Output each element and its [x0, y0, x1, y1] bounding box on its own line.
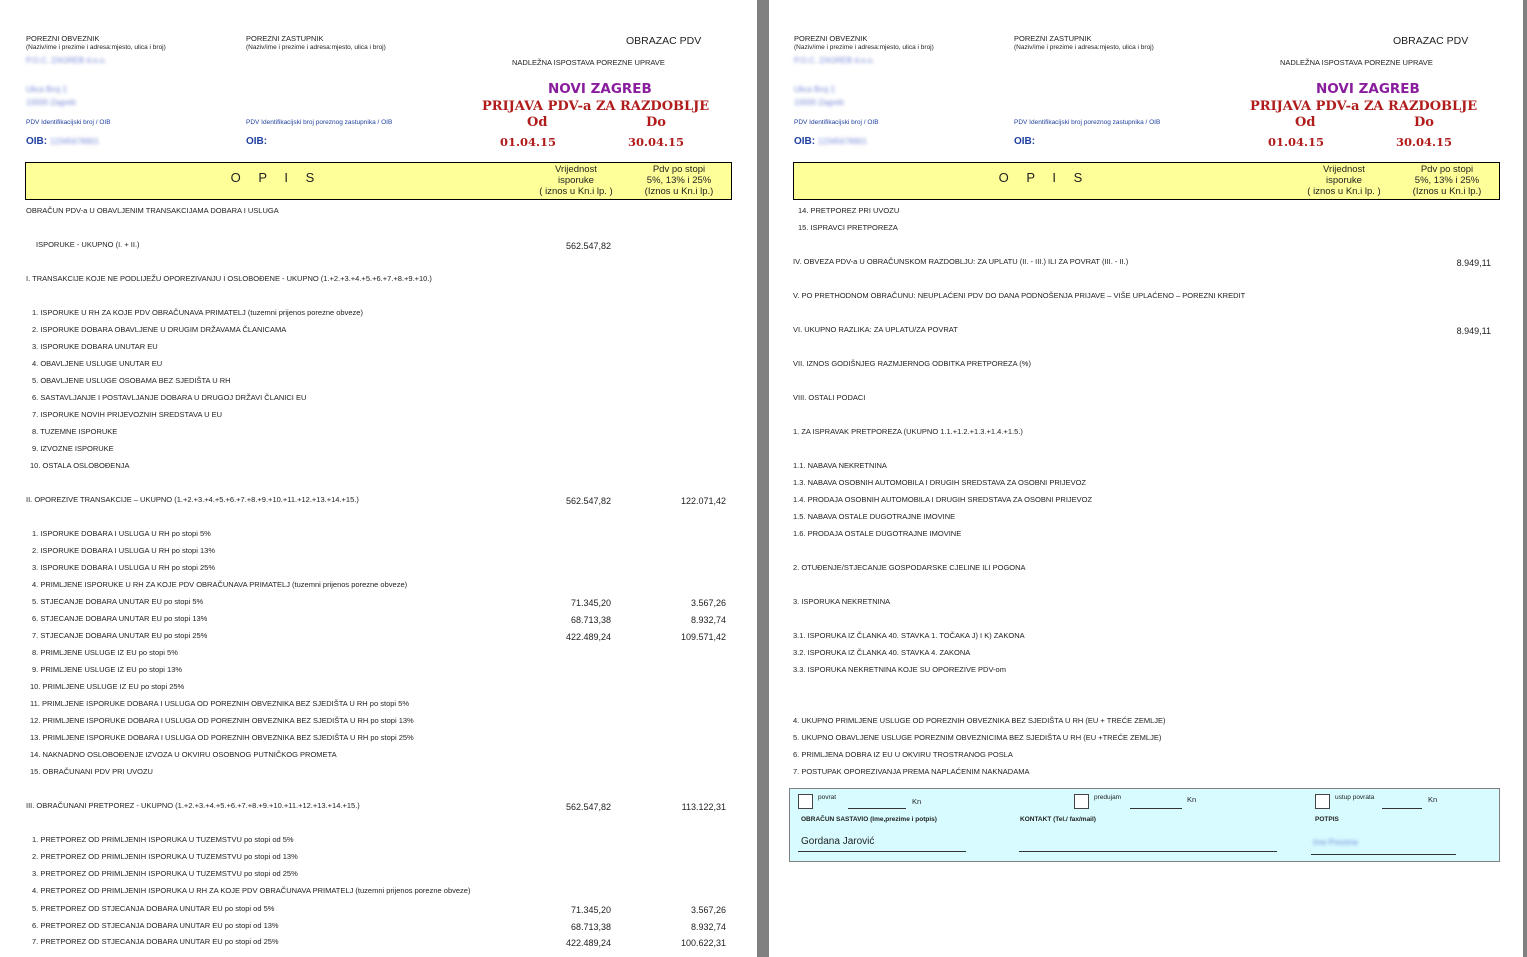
- oib-label: OIB:: [794, 136, 816, 147]
- sastavio-name: Gordana Jarović: [801, 836, 875, 847]
- potpis-label: POTPIS: [1315, 816, 1339, 823]
- table-row: 1. ISPORUKE DOBARA I USLUGA U RH po stopi 5%: [32, 529, 211, 538]
- table-row: 11. PRIMLJENE ISPORUKE DOBARA I USLUGA OD POREZNIH OBVEZNIKA BEZ SJEDIŠTA U RH po stopi 5%: [30, 699, 409, 708]
- table-row: 5. OBAVLJENE USLUGE OSOBAMA BEZ SJEDIŠTA U RH: [32, 376, 231, 385]
- table-row: 1.1. NABAVA NEKRETNINA: [793, 461, 887, 470]
- table-row: 10. OSTALA OSLOBOĐENJA: [30, 461, 130, 470]
- table-row: 7. ISPORUKE NOVIH PRIJEVOZNIH SREDSTAVA U EU: [32, 410, 223, 419]
- value-column-header: Vrijednost isporuke ( iznos u Kn.i lp. ): [1307, 164, 1381, 197]
- form-title: OBRAZAC PDV: [626, 35, 702, 47]
- rep-sublabel: (Naziv/ime i prezime i adresa:mjesto, ulica i broj): [246, 44, 386, 51]
- table-row: 8. TUZEMNE ISPORUKE: [32, 427, 118, 436]
- table-row: 9. PRIMLJENE USLUGE IZ EU po stopi 13%: [32, 665, 183, 674]
- table-row: 4. OBAVLJENE USLUGE UNUTAR EU: [32, 359, 163, 368]
- table-row: 3. ISPORUKE DOBARA I USLUGA U RH po stopi 25%: [32, 563, 215, 572]
- table-row: 2. ISPORUKE DOBARA I USLUGA U RH po stopi 13%: [32, 546, 215, 555]
- rep-oib-label: OIB:: [246, 136, 268, 147]
- to-date: 30.04.15: [628, 135, 685, 149]
- table-row: 3.3. ISPORUKA NEKRETNINA KOJE SU OPOREZIVE PDV-om: [793, 665, 1006, 674]
- to-label: Do: [1414, 115, 1434, 130]
- signature-box: [789, 788, 1500, 862]
- vat-column-header: Pdv po stopi 5%, 13% i 25% (Iznos u Kn.i lp.): [1412, 164, 1482, 197]
- table-row: 7. POSTUPAK OPOREZIVANJA PREMA NAPLAĆENIM NAKNADAMA: [793, 767, 1030, 776]
- pdv-id-label: PDV Identifikacijski broj / OIB: [26, 119, 111, 126]
- table-row: II. OPOREZIVE TRANSAKCIJE – UKUPNO (1.+2.+3.+4.+5.+6.+7.+8.+9.+10.+11.+12.+13.+14.+15.) 562.547,82 122.071,42: [26, 495, 726, 506]
- opis-header: O P I S: [998, 170, 1090, 185]
- kontakt-field[interactable]: [1019, 835, 1277, 852]
- form-page-1: [0, 0, 757, 957]
- office-label: NADLEŽNA ISPOSTAVA POREZNE UPRAVE: [1280, 58, 1433, 67]
- table-row: 14. PRETPOREZ PRI UVOZU: [798, 206, 900, 215]
- table-row: 13. PRIMLJENE ISPORUKE DOBARA I USLUGA OD POREZNIH OBVEZNIKA BEZ SJEDIŠTA U RH po stopi 25%: [30, 733, 414, 742]
- predujam-kn: Kn: [1187, 795, 1197, 804]
- office-name: NOVI ZAGREB: [548, 81, 652, 97]
- report-title: PRIJAVA PDV-a ZA RAZDOBLJE: [482, 99, 710, 114]
- taxpayer-name: P.O.C. ZAGREB d.o.o.: [794, 56, 875, 65]
- table-row: 3.2. ISPORUKA IZ ČLANKA 40. STAVKA 4. ZAKONA: [793, 648, 971, 657]
- oib-value: 12345678901: [50, 137, 99, 146]
- taxpayer-label: POREZNI OBVEZNIK: [794, 34, 868, 43]
- table-row: 2. OTUĐENJE/STJECANJE GOSPODARSKE CJELINE ILI POGONA: [793, 563, 1026, 572]
- table-row: OBRAČUN PDV-a U OBAVLJENIM TRANSAKCIJAMA DOBARA I USLUGA: [26, 206, 279, 215]
- table-row: 6. PRIMLJENA DOBRA IZ EU U OKVIRU TROSTRANOG POSLA: [793, 750, 1013, 759]
- table-row: 8. PRIMLJENE USLUGE IZ EU po stopi 5%: [32, 648, 178, 657]
- table-row: VII. IZNOS GODIŠNJEG RAZMJERNOG ODBITKA PRETPOREZA (%): [793, 359, 1031, 368]
- table-row: 3. ISPORUKA NEKRETNINA: [793, 597, 891, 606]
- povrat-kn: Kn: [912, 797, 922, 806]
- table-row: 12. PRIMLJENE ISPORUKE DOBARA I USLUGA OD POREZNIH OBVEZNIKA BEZ SJEDIŠTA U RH po stopi 13%: [30, 716, 414, 725]
- table-row: 6. STJECANJE DOBARA UNUTAR EU po stopi 13% 68.713,38 8.932,74: [32, 614, 726, 625]
- table-row: 1.3. NABAVA OSOBNIH AUTOMOBILA I DRUGIH SREDSTAVA ZA OSOBNI PRIJEVOZ: [793, 478, 1086, 487]
- to-date: 30.04.15: [1396, 135, 1453, 149]
- to-label: Do: [646, 115, 666, 130]
- table-row: 1.4. PRODAJA OSOBNIH AUTOMOBILA I DRUGIH SREDSTAVA ZA OSOBNI PRIJEVOZ: [793, 495, 1093, 504]
- office-label: NADLEŽNA ISPOSTAVA POREZNE UPRAVE: [512, 58, 665, 67]
- table-row: 15. ISPRAVCI PRETPOREZA: [798, 223, 898, 232]
- table-row: 1.6. PRODAJA OSTALE DUGOTRAJNE IMOVINE: [793, 529, 962, 538]
- column-header: [25, 162, 732, 200]
- report-title: PRIJAVA PDV-a ZA RAZDOBLJE: [1250, 99, 1478, 114]
- table-row: 9. IZVOZNE ISPORUKE: [32, 444, 114, 453]
- rep-label: POREZNI ZASTUPNIK: [1014, 34, 1092, 43]
- kontakt-label: KONTAKT (Tel./ fax/mail): [1020, 816, 1096, 823]
- table-row: 4. PRIMLJENE ISPORUKE U RH ZA KOJE PDV OBRAČUNAVA PRIMATELJ (tuzemni prijenos porezne obveze): [32, 580, 408, 589]
- ustup-label: ustup povrata: [1335, 794, 1375, 801]
- taxpayer-address-1: Ulica Broj 1: [26, 85, 67, 94]
- predujam-label: predujam: [1094, 794, 1122, 801]
- table-row: III. OBRAČUNANI PRETPOREZ - UKUPNO (1.+2.+3.+4.+5.+6.+7.+8.+9.+10.+11.+12.+13.+14.+15.) 562.547,82 113.122,31: [26, 801, 726, 812]
- ustup-amount-field[interactable]: [1382, 795, 1422, 809]
- table-row: 1.5. NABAVA OSTALE DUGOTRAJNE IMOVINE: [793, 512, 956, 521]
- rep-label: POREZNI ZASTUPNIK: [246, 34, 324, 43]
- value-column-header: Vrijednost isporuke ( iznos u Kn.i lp. ): [539, 164, 613, 197]
- table-row: 2. PRETPOREZ OD PRIMLJENIH ISPORUKA U TUZEMSTVU po stopi od 13%: [32, 852, 298, 861]
- oib-label: OIB:: [26, 136, 48, 147]
- from-date: 01.04.15: [500, 135, 557, 149]
- from-date: 01.04.15: [1268, 135, 1325, 149]
- from-label: Od: [1295, 115, 1316, 130]
- potpis-value: Ime Prezime: [1313, 838, 1358, 847]
- povrat-checkbox[interactable]: [798, 794, 813, 809]
- table-row: 2. ISPORUKE DOBARA OBAVLJENE U DRUGIM DRŽAVAMA ČLANICAMA: [32, 325, 287, 334]
- table-row: 7. PRETPOREZ OD STJECANJA DOBARA UNUTAR EU po stopi od 25% 422.489,24 100.622,31: [32, 937, 726, 948]
- predujam-checkbox[interactable]: [1074, 794, 1089, 809]
- rep-oib-label: OIB:: [1014, 136, 1036, 147]
- taxpayer-address-2: 10000 Zagreb: [26, 98, 76, 107]
- office-name: NOVI ZAGREB: [1316, 81, 1420, 97]
- table-row: V. PO PRETHODNOM OBRAČUNU: NEUPLAĆENI PDV DO DANA PODNOŠENJA PRIJAVE – VIŠE UPLAĆENO – POREZNI KREDIT: [793, 291, 1246, 300]
- table-row: 3. PRETPOREZ OD PRIMLJENIH ISPORUKA U TUZEMSTVU po stopi od 25%: [32, 869, 298, 878]
- rep-pdv-id-label: PDV Identifikacijski broj poreznog zastupnika / OIB: [1014, 119, 1161, 126]
- table-row: VIII. OSTALI PODACI: [793, 393, 866, 402]
- sastavio-label: OBRAČUN SASTAVIO (Ime,prezime i potpis): [801, 816, 937, 823]
- table-row: 5. PRETPOREZ OD STJECANJA DOBARA UNUTAR EU po stopi od 5% 71.345,20 3.567,26: [32, 904, 726, 915]
- table-row: VI. UKUPNO RAZLIKA: ZA UPLATU/ZA POVRAT 8.949,11: [793, 325, 1491, 336]
- sastavio-field[interactable]: [798, 835, 966, 852]
- povrat-label: povrat: [818, 794, 837, 801]
- oib-value: 12345678901: [818, 137, 867, 146]
- table-row: 3.1. ISPORUKA IZ ČLANKA 40. STAVKA 1. TOČAKA J) I K) ZAKONA: [793, 631, 1025, 640]
- taxpayer-sublabel: (Naziv/ime i prezime i adresa:mjesto, ulica i broj): [26, 44, 166, 51]
- pdv-id-label: PDV Identifikacijski broj / OIB: [794, 119, 879, 126]
- povrat-amount-field[interactable]: [848, 795, 906, 809]
- table-row: 5. UKUPNO OBAVLJENE USLUGE POREZNIM OBVEZNICIMA BEZ SJEDIŠTA U RH (EU +TREĆE ZEMLJE): [793, 733, 1162, 742]
- table-row: 5. STJECANJE DOBARA UNUTAR EU po stopi 5% 71.345,20 3.567,26: [32, 597, 726, 608]
- table-row: 3. ISPORUKE DOBARA UNUTAR EU: [32, 342, 158, 351]
- taxpayer-label: POREZNI OBVEZNIK: [26, 34, 100, 43]
- form-title: OBRAZAC PDV: [1393, 35, 1469, 47]
- table-row: 1. PRETPOREZ OD PRIMLJENIH ISPORUKA U TUZEMSTVU po stopi od 5%: [32, 835, 294, 844]
- table-row: IV. OBVEZA PDV-a U OBRAČUNSKOM RAZDOBLJU: ZA UPLATU (II. - III.) ILI ZA POVRAT (III. - II.) 8.949,11: [793, 257, 1491, 268]
- table-row: 1. ZA ISPRAVAK PRETPOREZA (UKUPNO 1.1.+1.2.+1.3.+1.4.+1.5.): [793, 427, 1023, 436]
- rep-pdv-id-label: PDV Identifikacijski broj poreznog zastupnika / OIB: [246, 119, 393, 126]
- table-row: ISPORUKE - UKUPNO (I. + II.) 562.547,82: [36, 240, 611, 251]
- table-row: 6. PRETPOREZ OD STJECANJA DOBARA UNUTAR EU po stopi od 13% 68.713,38 8.932,74: [32, 921, 726, 932]
- table-row: 14. NAKNADNO OSLOBOĐENJE IZVOZA U OKVIRU OSOBNOG PUTNIČKOG PROMETA: [30, 750, 337, 759]
- table-row: 10. PRIMLJENE USLUGE IZ EU po stopi 25%: [30, 682, 185, 691]
- taxpayer-address-2: 10000 Zagreb: [794, 98, 844, 107]
- table-row: 1. ISPORUKE U RH ZA KOJE PDV OBRAČUNAVA PRIMATELJ (tuzemni prijenos porezne obveze): [32, 308, 363, 317]
- table-row: 4. PRETPOREZ OD PRIMLJENIH ISPORUKA U RH ZA KOJE PDV OBRAČUNAVA PRIMATELJ (tuzemni prijenos porezne obveze): [32, 886, 471, 895]
- vat-column-header: Pdv po stopi 5%, 13% i 25% (Iznos u Kn.i lp.): [644, 164, 714, 197]
- predujam-amount-field[interactable]: [1130, 795, 1182, 809]
- opis-header: O P I S: [230, 170, 322, 185]
- taxpayer-address-1: Ulica Broj 1: [794, 85, 835, 94]
- table-row: 4. UKUPNO PRIMLJENE USLUGE OD POREZNIH OBVEZNIKA BEZ SJEDIŠTA U RH (EU + TREĆE ZEMLJE): [793, 716, 1166, 725]
- ustup-checkbox[interactable]: [1315, 794, 1330, 809]
- from-label: Od: [527, 115, 548, 130]
- taxpayer-sublabel: (Naziv/ime i prezime i adresa:mjesto, ulica i broj): [794, 44, 934, 51]
- table-row: I. TRANSAKCIJE KOJE NE PODLIJEŽU OPOREZIVANJU I OSLOBOĐENE - UKUPNO (1.+2.+3.+4.+5.+6.+7.+8.+9.+10.): [26, 274, 432, 283]
- taxpayer-name: P.O.C. ZAGREB d.o.o.: [26, 56, 107, 65]
- form-page-2: [769, 0, 1523, 957]
- ustup-kn: Kn: [1428, 795, 1438, 804]
- table-row: 7. STJECANJE DOBARA UNUTAR EU po stopi 25% 422.489,24 109.571,42: [32, 631, 726, 642]
- table-row: 6. SASTAVLJANJE I POSTAVLJANJE DOBARA U DRUGOJ DRŽAVI ČLANICI EU: [32, 393, 307, 402]
- potpis-field[interactable]: [1311, 838, 1456, 855]
- rep-sublabel: (Naziv/ime i prezime i adresa:mjesto, ulica i broj): [1014, 44, 1154, 51]
- column-header: [793, 162, 1500, 200]
- table-row: 15. OBRAČUNANI PDV PRI UVOZU: [30, 767, 153, 776]
